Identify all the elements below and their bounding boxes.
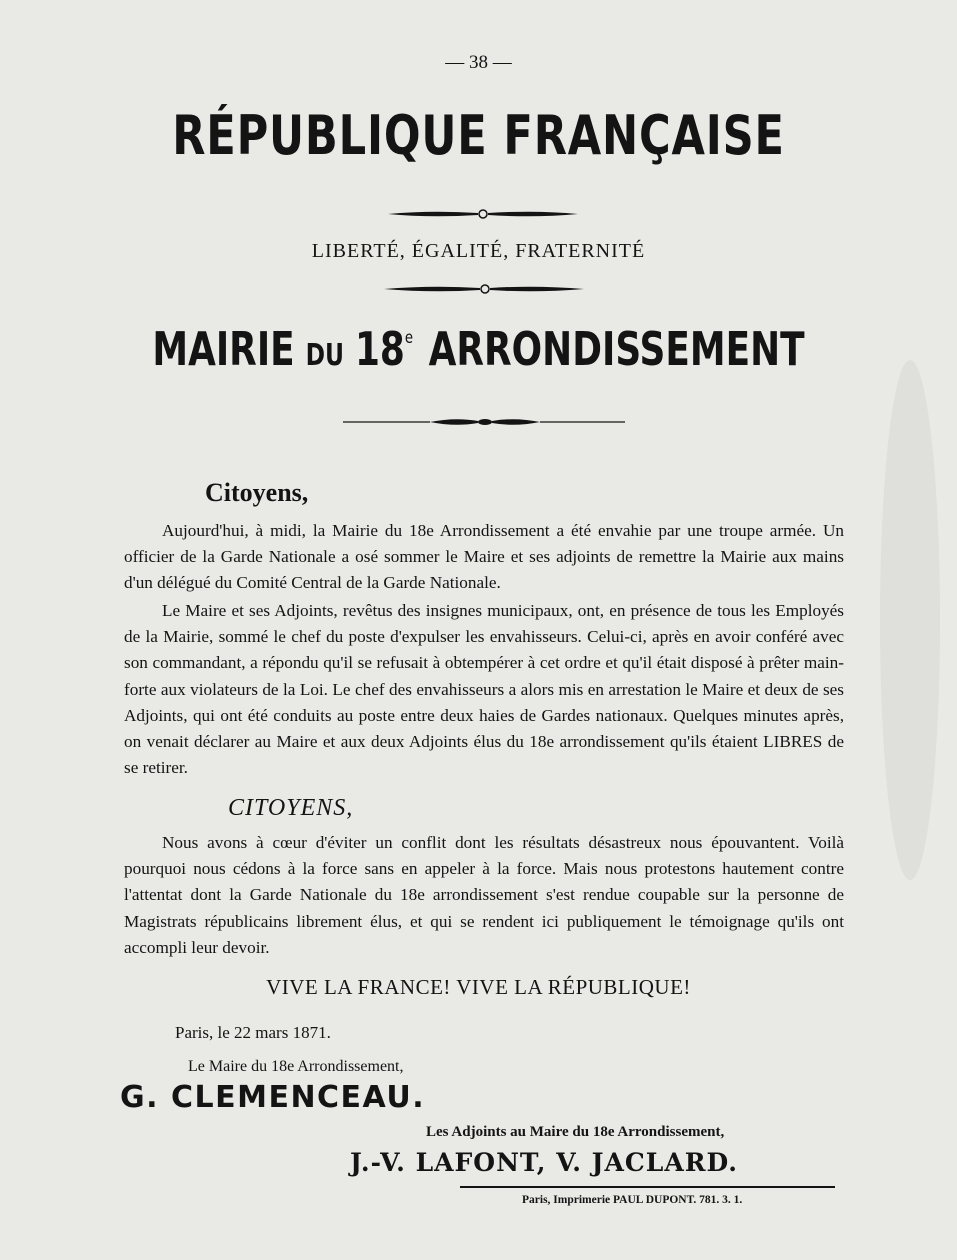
paragraph-3: Nous avons à cœur d'éviter un conflit dont les résultats désastreux nous épouvantent. Voilà pourquoi nous cédons à la force sans en appeler à la force. Mais nous protestons hautement contre l'attentat dont la Garde Nationale du 18e arrondissement s'est rendue coupable sur la personne de Magistrats républicains librement élus, et qui se rendent ici publiquement le témoignage qu'ils ont accompli leur devoir. [124,833,844,957]
mairie-word: MAIRIE [152,322,295,376]
ornamental-rule-1 [0,204,957,224]
maire-label: Le Maire du 18e Arrondissement, [188,1058,404,1075]
greeting-citoyens: Citoyens, [205,478,309,507]
page-number: — 38 — [445,52,512,73]
poster-title: RÉPUBLIQUE FRANÇAISE [172,104,785,167]
ornamental-rule-2 [0,280,957,300]
date-line: Paris, le 22 mars 1871. [175,1023,331,1042]
adjoints-names: J.-V. LAFONT, V. JACLARD. [350,1148,739,1177]
printer-rule [460,1186,835,1188]
printer-imprint: Paris, Imprimerie PAUL DUPONT. 781. 3. 1. [522,1194,743,1206]
paragraph-1: Aujourd'hui, à midi, la Mairie du 18e Arrondissement a été envahie par une troupe armée. Un officier de la Garde Nationale a osé sommer le Maire et ses adjoints de remettre la Mairie aux mains d'un délégué du Comité Central de la Garde Nationale. [124,521,844,593]
motto: LIBERTÉ, ÉGALITÉ, FRATERNITÉ [311,240,646,262]
greeting-citoyens-caps: CITOYENS, [228,795,354,821]
closing-cry: VIVE LA FRANCE! VIVE LA RÉPUBLIQUE! [266,975,691,999]
mairie-superscript: e [404,328,414,348]
ornamental-rule-3 [0,412,957,432]
maire-signature-name: G. CLEMENCEAU. [120,1080,426,1115]
mairie-number: 18 [354,322,405,376]
adjoints-label: Les Adjoints au Maire du 18e Arrondissement, [426,1124,725,1140]
paper-stain [880,360,940,880]
mairie-du: DU [305,338,345,373]
paragraph-2: Le Maire et ses Adjoints, revêtus des insignes municipaux, ont, en présence de tous les Employés de la Mairie, sommé le chef du poste d'expulser les envahisseurs. Celui-ci, après en avoir conféré avec son commandant, a répondu qu'il se refusait à obtempérer à cet ordre et qu'il était disposé à prêter main-forte aux violateurs de la Loi. Le chef des envahisseurs a alors mis en arrestation le Maire et deux de ses Adjoints, qui ont été conduits au poste entre deux haies de Gardes nationaux. Quelques minutes après, on venait déclarer au Maire et aux deux Adjoints élus du 18e arrondissement qu'ils étaient LIBRES de se retirer. [124,601,844,778]
arrondissement-word: ARRONDISSEMENT [428,322,805,376]
mairie-heading [105,322,851,376]
